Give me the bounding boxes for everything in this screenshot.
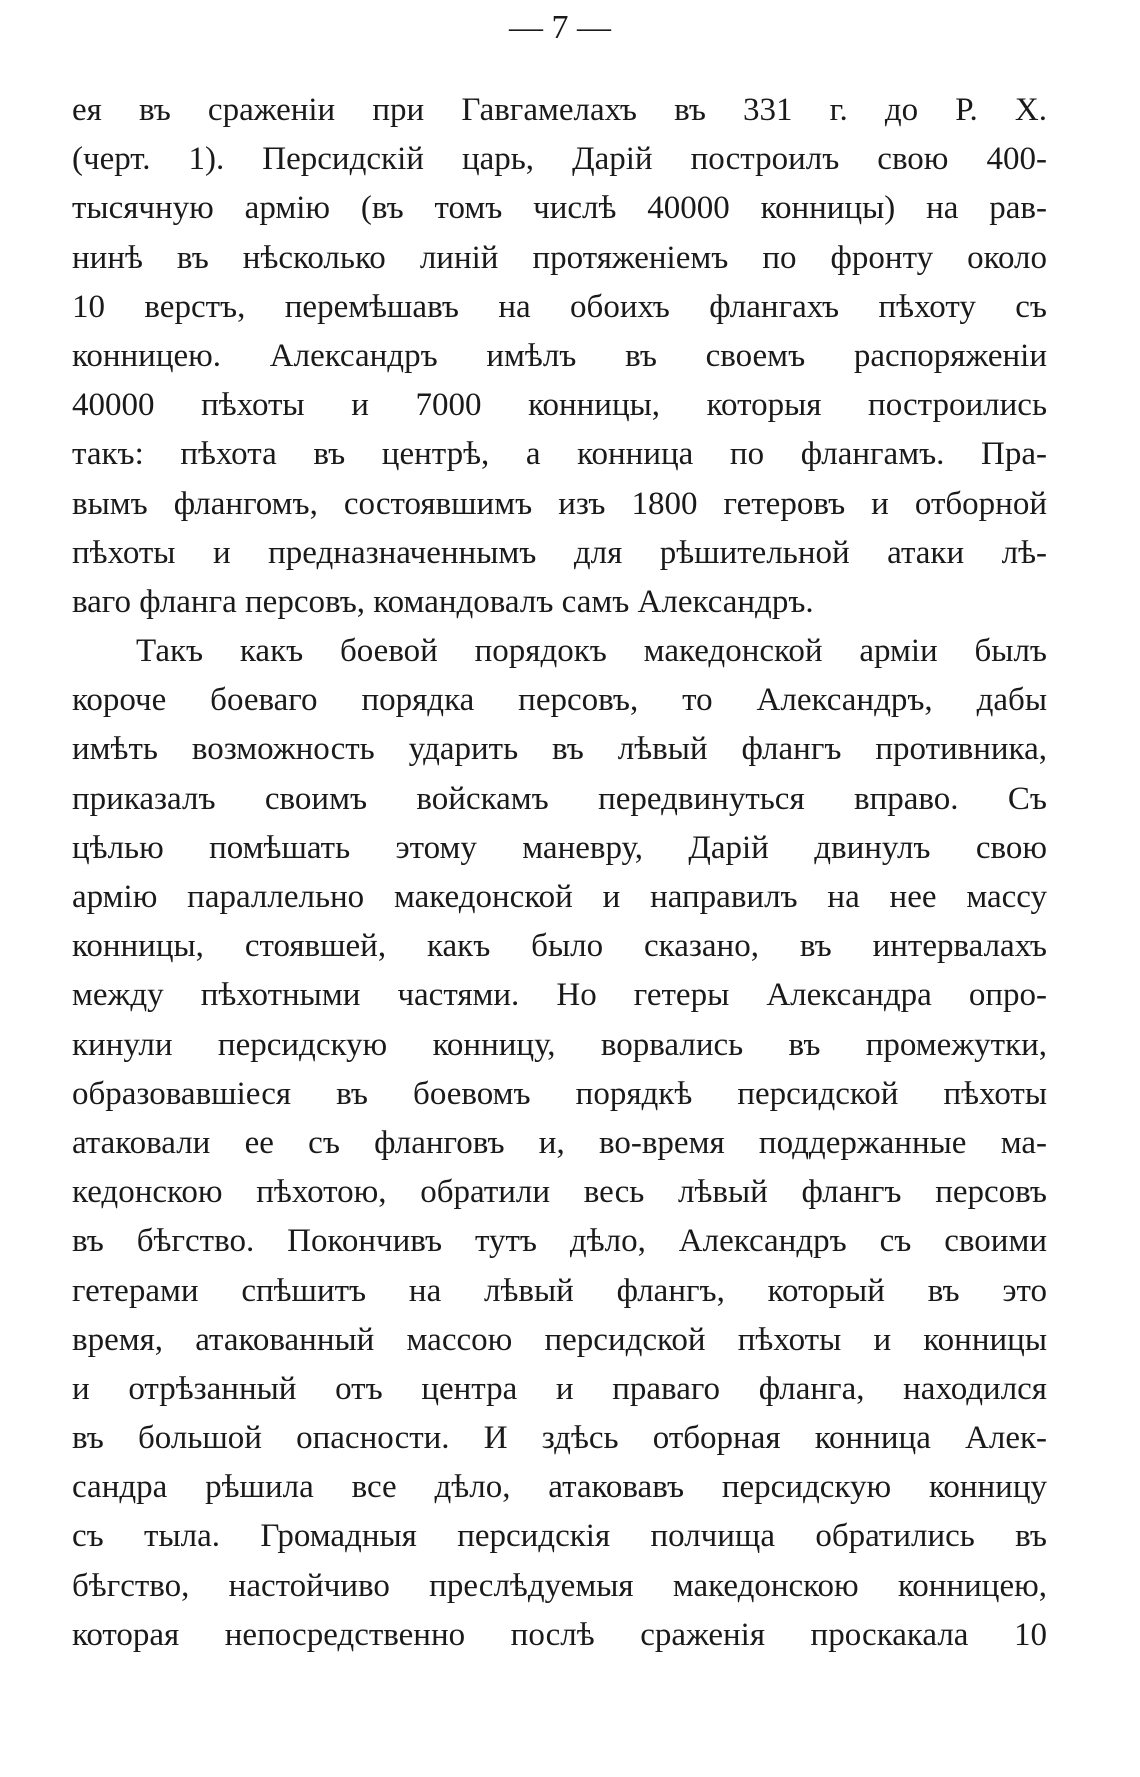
paragraph-1 <box>72 86 1047 627</box>
text-line: такъ: пѣхота въ центрѣ, а конница по флангамъ. Пра- <box>72 436 1047 473</box>
text-line: образовавшіеся въ боевомъ порядкѣ персидской пѣхоты <box>72 1075 1047 1112</box>
text-line: бѣгство, настойчиво преслѣдуемыя македонскою конницею, <box>72 1567 1047 1604</box>
text-line: пѣхоты и предназначеннымъ для рѣшительной атаки лѣ- <box>72 534 1047 571</box>
text-line: время, атакованный массою персидской пѣхоты и конницы <box>72 1321 1047 1358</box>
text-line: тысячную армію (въ томъ числѣ 40000 конницы) на рав- <box>72 190 1047 227</box>
text-line: которая непосредственно послѣ сраженія проскакала 10 <box>72 1616 1047 1653</box>
text-line: (черт. 1). Персидскій царь, Дарій построилъ свою 400- <box>72 141 1047 178</box>
text-line: приказалъ своимъ войскамъ передвинуться вправо. Съ <box>72 780 1047 817</box>
body-text <box>72 86 1047 1660</box>
text-line: атаковали ее съ фланговъ и, во-время поддержанные ма- <box>72 1124 1047 1161</box>
text-line: гетерами спѣшитъ на лѣвый флангъ, который въ это <box>72 1272 1047 1309</box>
text-line: и отрѣзанный отъ центра и праваго фланга, находился <box>72 1370 1047 1407</box>
text-line: ея въ сраженіи при Гавгамелахъ въ 331 г. до Р. X. <box>72 92 1047 128</box>
text-line: въ большой опасности. И здѣсь отборная конница Алек- <box>72 1420 1047 1457</box>
text-line: между пѣхотными частями. Но гетеры Александра опро- <box>72 977 1047 1014</box>
text-line: армію параллельно македонской и направилъ на нее массу <box>72 879 1047 915</box>
text-line: въ бѣгство. Покончивъ тутъ дѣло, Александръ съ своими <box>72 1223 1047 1260</box>
text-line: 40000 пѣхоты и 7000 конницы, которыя построились <box>72 387 1047 424</box>
text-line: кедонскою пѣхотою, обратили весь лѣвый флангъ персовъ <box>72 1174 1047 1211</box>
text-line: кинули персидскую конницу, ворвались въ промежутки, <box>72 1026 1047 1063</box>
text-line: 10 верстъ, перемѣшавъ на обоихъ флангахъ пѣхоту съ <box>72 288 1047 325</box>
text-line: съ тыла. Громадныя персидскія полчища обратились въ <box>72 1518 1047 1555</box>
text-line: ваго фланга персовъ, командовалъ самъ Александръ. <box>72 583 814 620</box>
text-line: цѣлью помѣшать этому маневру, Дарій двинулъ свою <box>72 829 1047 866</box>
text-line: Такъ какъ боевой порядокъ македонской арміи былъ <box>136 633 1047 670</box>
page-number: — 7 — <box>509 9 611 46</box>
text-line: конницею. Александръ имѣлъ въ своемъ распоряженіи <box>72 337 1047 374</box>
text-line: нинѣ въ нѣсколько линій протяженіемъ по фронту около <box>72 239 1047 276</box>
text-line: короче боеваго порядка персовъ, то Александръ, дабы <box>72 682 1047 719</box>
paragraph-2 <box>72 627 1047 1660</box>
text-line: сандра рѣшила все дѣло, атаковавъ персидскую конницу <box>72 1469 1047 1506</box>
text-line: конницы, стоявшей, какъ было сказано, въ интервалахъ <box>72 928 1047 965</box>
text-line: вымъ флангомъ, состоявшимъ изъ 1800 гетеровъ и отборной <box>72 485 1047 522</box>
text-line: имѣть возможность ударить въ лѣвый флангъ противника, <box>72 731 1047 768</box>
